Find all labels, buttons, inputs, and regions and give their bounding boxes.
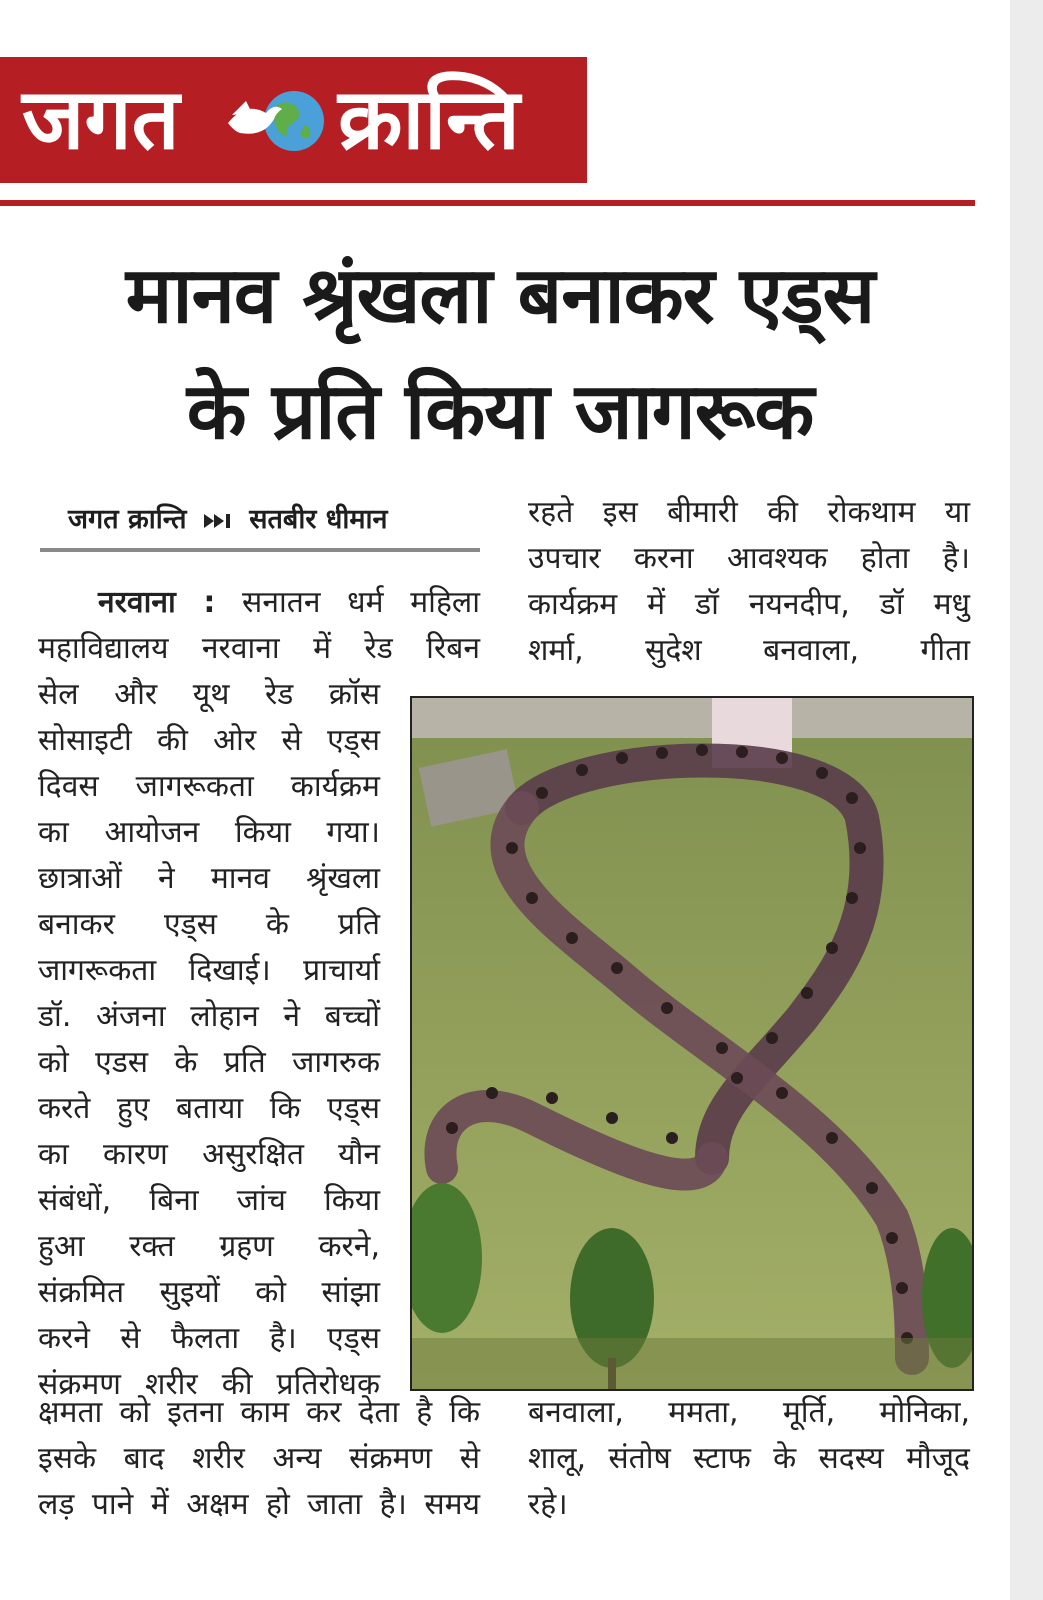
body-line: का कारण असुरक्षित यौन (38, 1137, 380, 1172)
body-line: का आयोजन किया गया। (38, 815, 380, 850)
byline-source: जगत क्रान्ति (68, 504, 187, 535)
body-line: शालू, संतोष स्टाफ के सदस्य मौजूद (528, 1441, 970, 1476)
body-line: छात्राओं ने मानव श्रृंखला (38, 861, 380, 896)
article-body-right-bottom (528, 1390, 970, 1528)
dove-globe-icon (222, 85, 334, 157)
byline-author: सतबीर धीमान (249, 504, 388, 535)
body-line: हुआ रक्त ग्रहण करने, (38, 1229, 380, 1264)
headline-line-2: के प्रति किया जागरूक (186, 367, 814, 457)
body-line (38, 580, 480, 626)
body-line: रहते इस बीमारी की रोकथाम या (528, 495, 970, 530)
body-line: जागरूकता दिखाई। प्राचार्या (38, 953, 380, 988)
body-line: को एडस के प्रति जागरुक (38, 1045, 380, 1080)
newspaper-masthead (0, 57, 587, 183)
article-byline (40, 500, 480, 552)
page-edge-strip (1010, 0, 1043, 1600)
article-photo (410, 696, 974, 1391)
article-body-right-top (528, 490, 970, 674)
body-line: संबंधों, बिना जांच किया (38, 1183, 380, 1218)
body-line: कार्यक्रम में डॉ नयनदीप, डॉ मधु (528, 587, 970, 622)
body-line: क्षमता को इतना काम कर देता है कि (38, 1395, 480, 1430)
article-body-left-top (38, 580, 480, 672)
body-line: संक्रमण शरीर की प्रतिरोधक (38, 1367, 380, 1402)
body-line: करते हुए बताया कि एड्स (38, 1091, 380, 1126)
masthead-name-left: जगत (22, 70, 180, 168)
headline-line-1: मानव श्रृंखला बनाकर एड्स (125, 251, 875, 341)
body-line: दिवस जागरूकता कार्यक्रम (38, 769, 380, 804)
article-headline (20, 238, 980, 470)
body-line: सेल और यूथ रेड क्रॉस (38, 677, 380, 712)
body-line: करने से फैलता है। एड्स (38, 1321, 380, 1356)
body-line: बनवाला, ममता, मूर्ति, मोनिका, (528, 1395, 970, 1430)
body-line: सोसाइटी की ओर से एड्स (38, 723, 380, 758)
body-line: लड़ पाने में अक्षम हो जाता है। समय (38, 1487, 480, 1522)
dateline: नरवाना : (98, 585, 216, 620)
body-line: इसके बाद शरीर अन्य संक्रमण से (38, 1441, 480, 1476)
body-line: संक्रमित सुइयों को सांझा (38, 1275, 380, 1310)
body-line: शर्मा, सुदेश बनवाला, गीता (528, 633, 970, 668)
body-line: रहे। (528, 1487, 568, 1522)
body-line: महाविद्यालय नरवाना में रेड रिबन (38, 631, 480, 666)
article-body-left-narrow (38, 672, 380, 1408)
body-line: डॉ. अंजना लोहान ने बच्चों (38, 999, 380, 1034)
article-body-left-bottom (38, 1390, 480, 1528)
fast-forward-icon (202, 512, 234, 530)
body-text: सनातन धर्म महिला (215, 585, 480, 620)
body-line: बनाकर एड्स के प्रति (38, 907, 380, 942)
body-line: उपचार करना आवश्यक होता है। (528, 541, 970, 576)
ribbon-chain-photo (412, 698, 972, 1389)
masthead-divider (0, 200, 975, 206)
masthead-name-right: क्रान्ति (338, 70, 520, 168)
